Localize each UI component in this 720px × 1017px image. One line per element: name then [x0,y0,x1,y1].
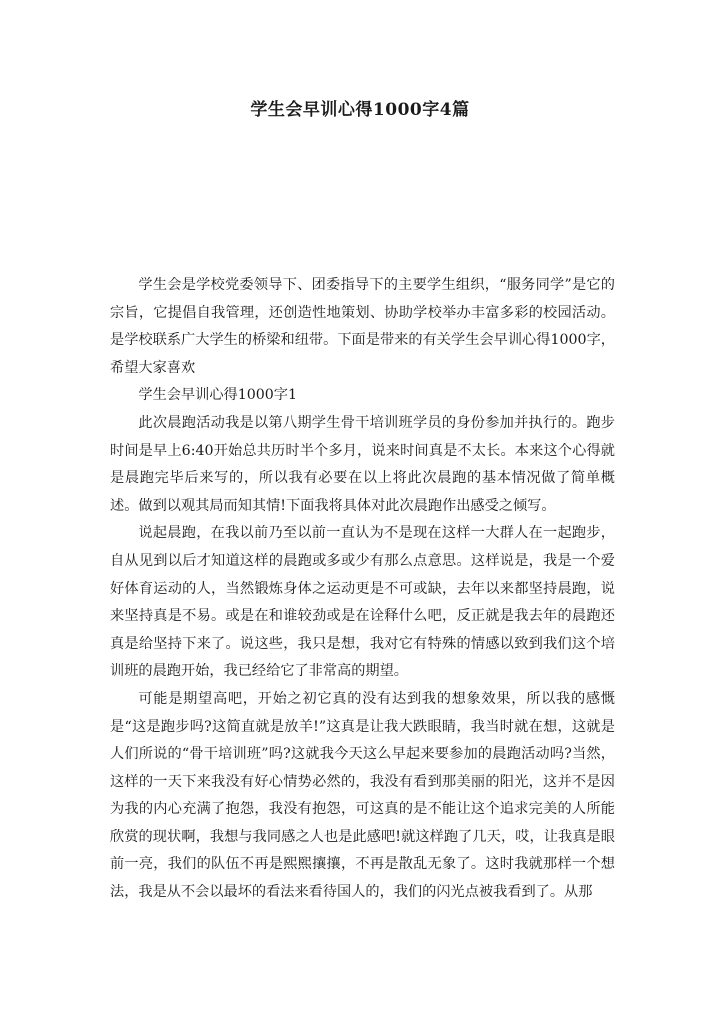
document-body [110,272,615,907]
body-paragraph: 可能是期望高吧，开始之初它真的没有达到我的想象效果，所以我的感慨是“这是跑步吗?这简直就是放羊!”这真是让我大跌眼睛，我当时就在想，这就是人们所说的“骨干培训班”吗?这就我今天这么早起来要参加的晨跑活动吗?当然，这样的一天下来我没有好心情势必然的，我没有看到那美丽的阳光，这并不是因为我的内心充满了抱怨，我没有抱怨，可这真的是不能让这个追求完美的人所能欣赏的现状啊，我想与我同感之人也是此感吧!就这样跑了几天，哎，让我真是眼前一亮，我们的队伍不再是熙熙攘攘，不再是散乱无象了。这时我就那样一个想法，我是从不会以最坏的看法来看待国人的，我们的闪光点被我看到了。从那 [110,690,615,901]
body-paragraph: 此次晨跑活动我是以第八期学生骨干培训班学员的身份参加并执行的。跑步时间是早上6:40开始总共历时半个多月，说来时间真是不太长。本来这个心得就是晨跑完毕后来写的，所以我有必要在以上将此次晨跑的基本情况做了简单概述。做到以观其局而知其情!下面我将具体对此次晨跑作出感受之倾写。 [110,414,615,514]
intro-paragraph: 学生会是学校党委领导下、团委指导下的主要学生组织，“服务同学”是它的宗旨，它提倡自我管理，还创造性地策划、协助学校举办丰富多彩的校园活动。是学校联系广大学生的桥梁和纽带。下面是带来的有关学生会早训心得1000字，希望大家喜欢 [110,277,615,376]
document-title: 学生会早训心得1000字4篇 [250,100,470,120]
section-heading: 学生会早训心得1000字1 [138,387,298,404]
body-paragraph: 说起晨跑，在我以前乃至以前一直认为不是现在这样一大群人在一起跑步，自从见到以后才知道这样的晨跑或多或少有那么点意思。这样说是，我是一个爱好体育运动的人，当然锻炼身体之运动更是不可或缺，去年以来都坚持晨跑，说来坚持真是不易。或是在和谁较劲或是在诠释什么吧，反正就是我去年的晨跑还真是给坚持下来了。说这些，我只是想，我对它有特殊的情感以致到我们这个培训班的晨跑开始，我已经给它了非常高的期望。 [110,525,615,680]
